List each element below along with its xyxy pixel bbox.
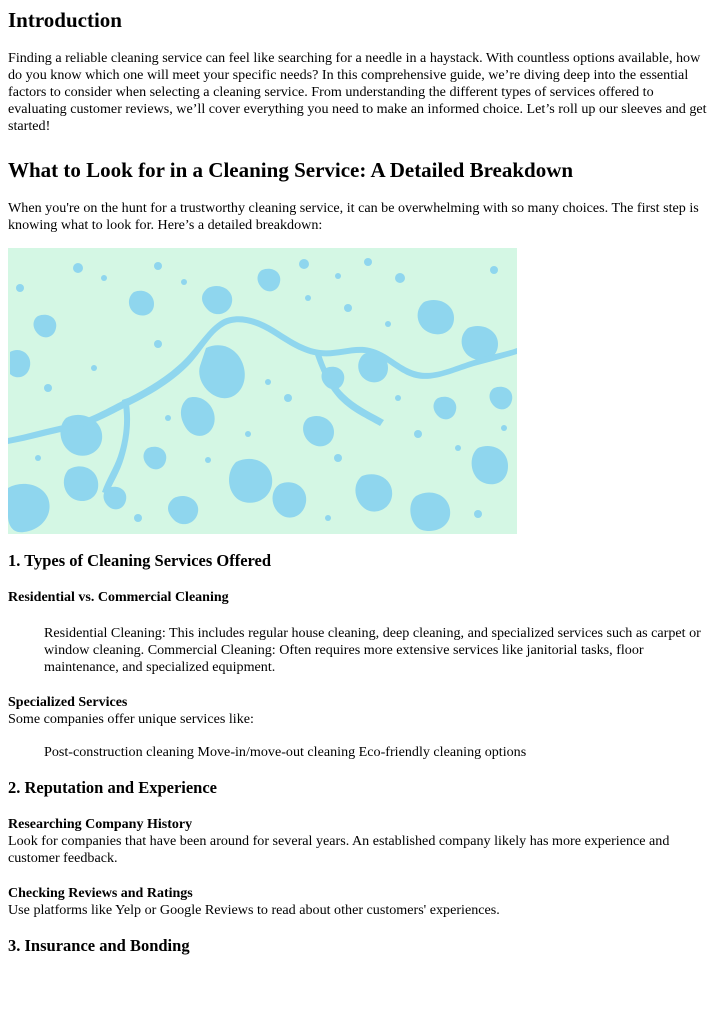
reviews-ratings-text: Use platforms like Yelp or Google Reviews to read about other customers' experiences. [8, 902, 500, 918]
breakdown-paragraph: When you're on the hunt for a trustworthy cleaning service, it can be overwhelming with so many choices. The first step is knowing what to look for. Here’s a detailed breakdown: [8, 200, 699, 233]
specialized-services-heading: Specialized Services [8, 695, 128, 710]
company-history-heading: Researching Company History [8, 817, 193, 832]
company-history-text: Look for companies that have been around for several years. An established company likely has more experience and customer feedback. [8, 833, 670, 866]
types-heading: 1. Types of Cleaning Services Offered [8, 551, 272, 570]
breakdown-heading: What to Look for in a Cleaning Service: A Detailed Breakdown [8, 158, 574, 182]
residential-commercial-heading: Residential vs. Commercial Cleaning [8, 590, 229, 605]
specialized-services-intro: Some companies offer unique services like: [8, 711, 254, 727]
residential-commercial-text: Residential Cleaning: This includes regular house cleaning, deep cleaning, and specialized services such as carpet or window cleaning. Commercial Cleaning: Often requires more extensive services like janitorial tasks, floor maintenance, and specialized equipment. [44, 625, 701, 675]
specialized-services-list: Post-construction cleaning Move-in/move-out cleaning Eco-friendly cleaning options [44, 744, 527, 760]
decorative-map-illustration-icon [8, 248, 517, 534]
intro-paragraph: Finding a reliable cleaning service can feel like searching for a needle in a haystack. With countless options available, how do you know which one will meet your specific needs? In this comprehensive guide, we’re diving deep into the essential factors to consider when selecting a cleaning service. From understanding the different types of services offered to evaluating customer reviews, we’ll cover everything you need to make an informed choice. Let’s roll up our sleeves and get started! [8, 50, 707, 134]
intro-heading: Introduction [8, 8, 122, 32]
reputation-heading: 2. Reputation and Experience [8, 778, 218, 797]
reviews-ratings-heading: Checking Reviews and Ratings [8, 886, 193, 901]
insurance-heading: 3. Insurance and Bonding [8, 936, 190, 955]
